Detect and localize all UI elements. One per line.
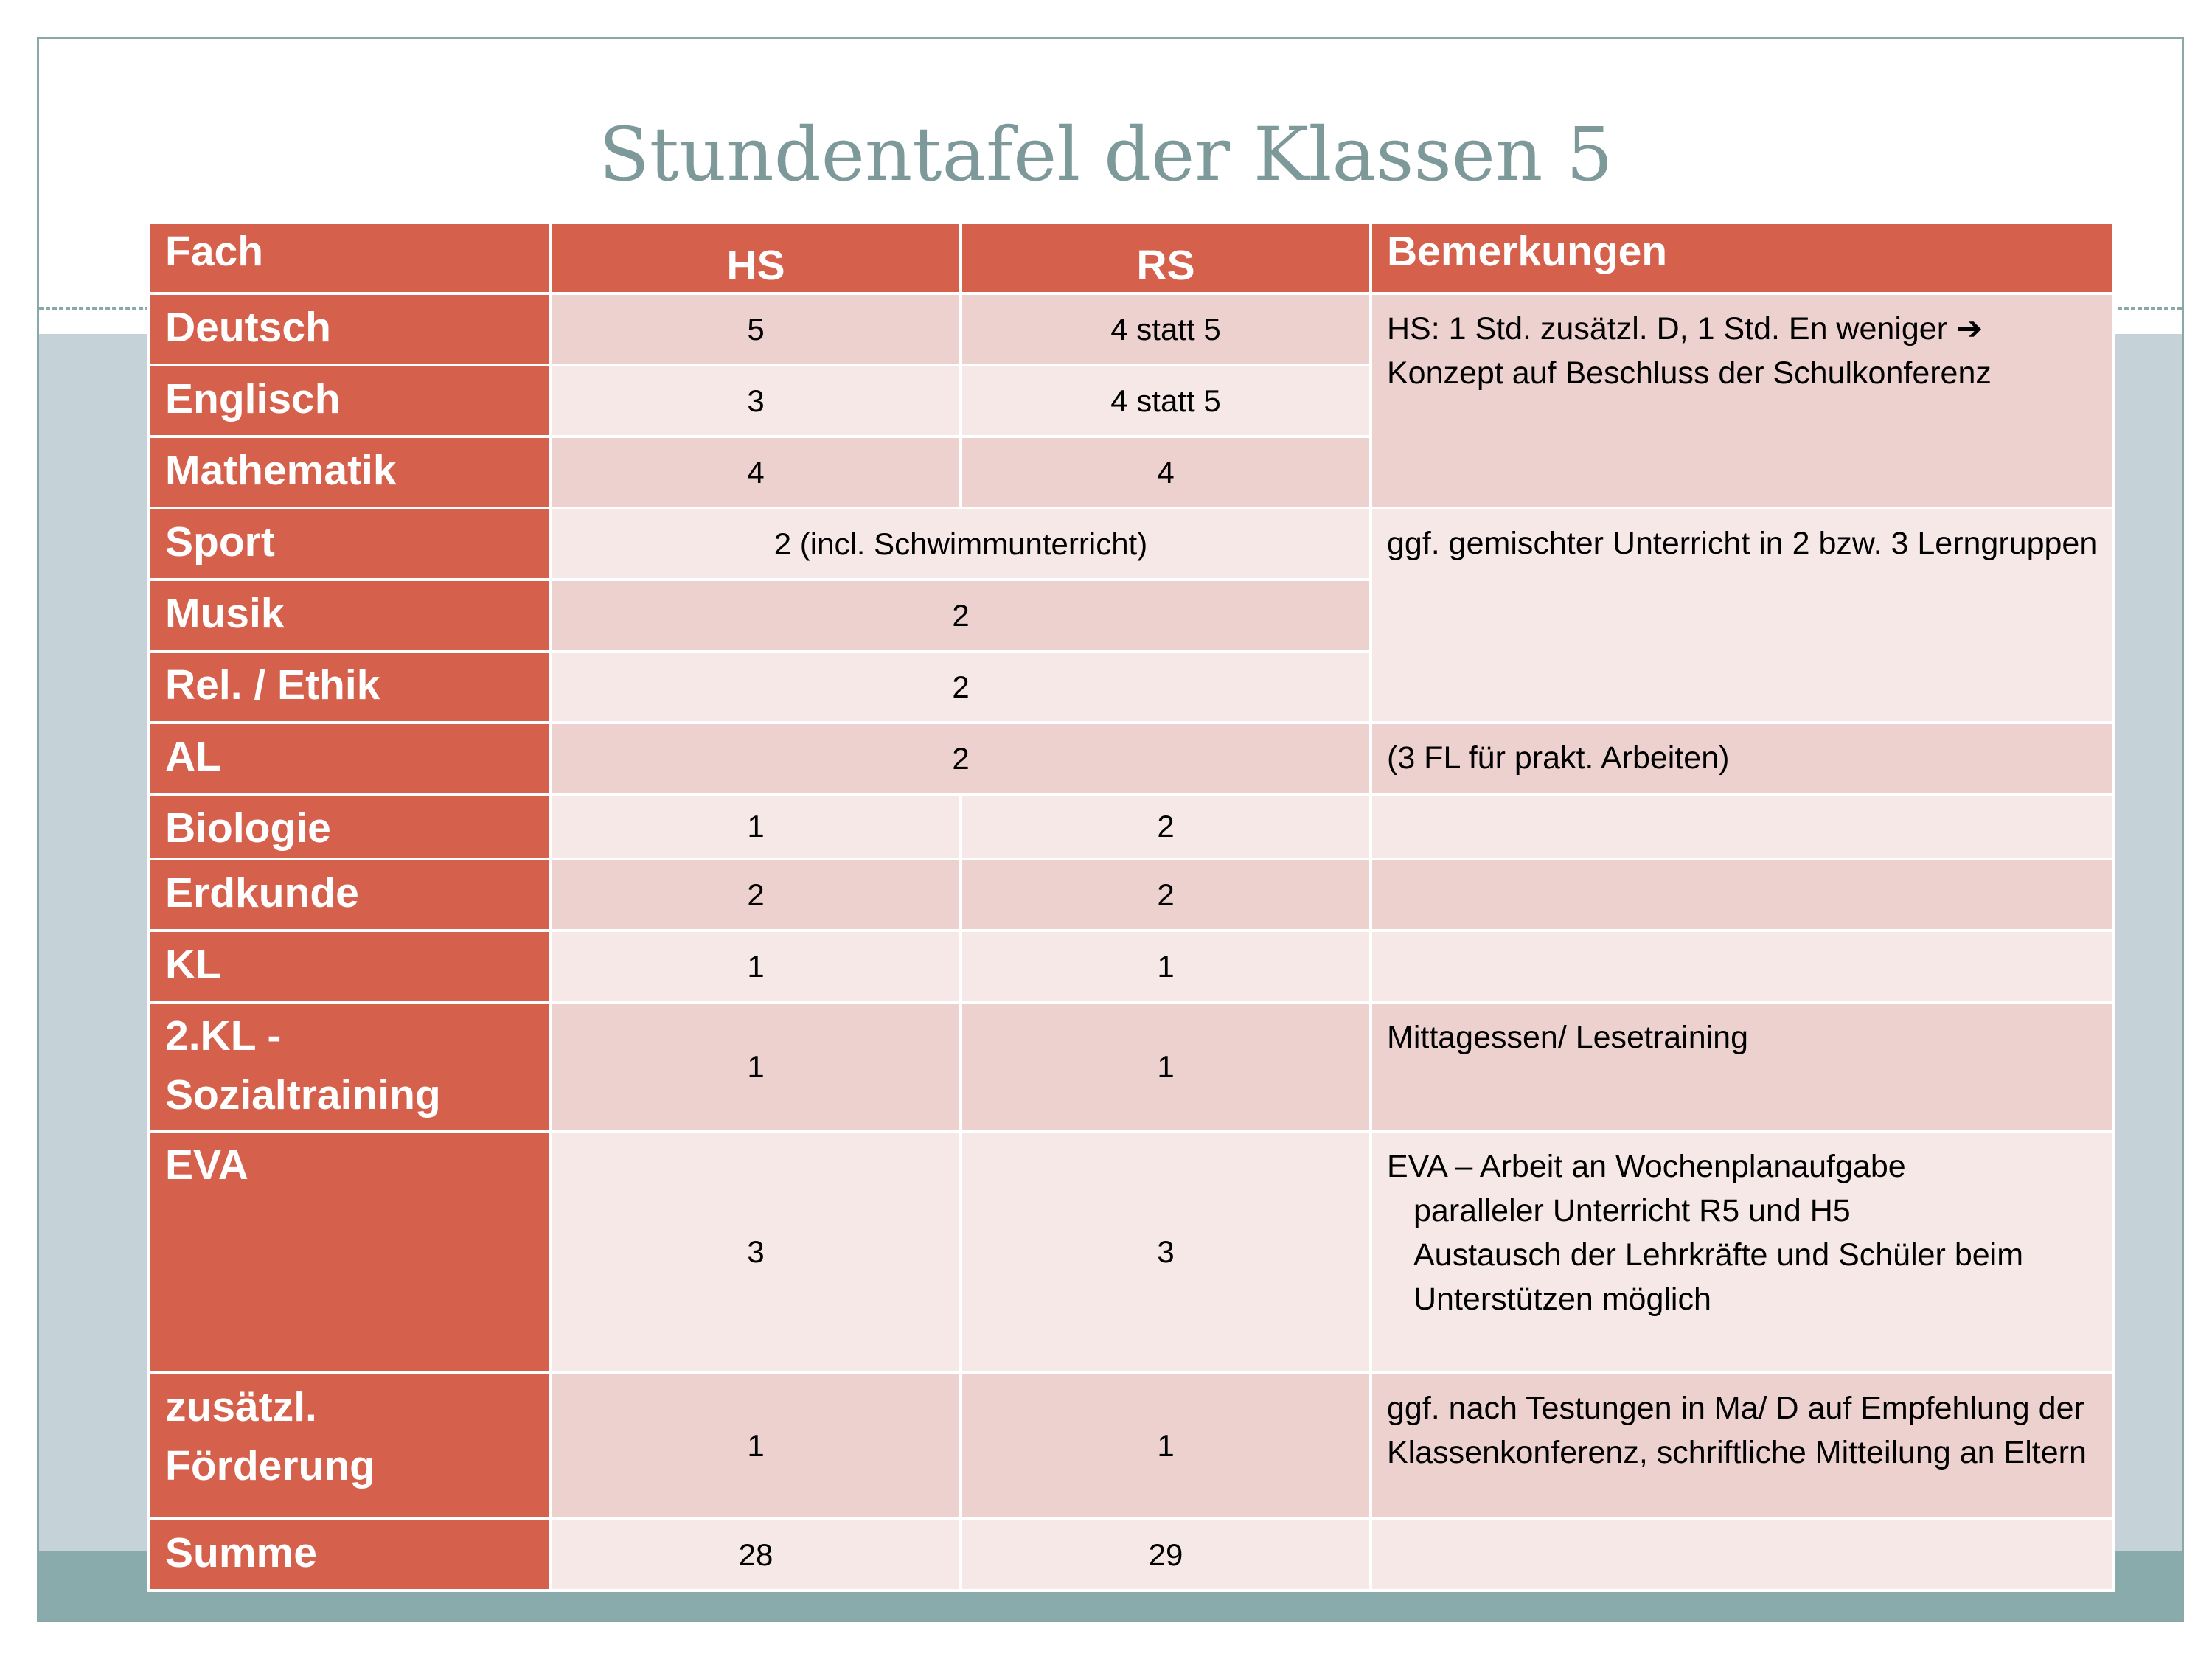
combined-cell: 2 (551, 580, 1371, 651)
header-row (149, 223, 2114, 293)
subject-cell: Sport (149, 508, 551, 580)
combined-cell: 2 (incl. Schwimmunterricht) (551, 508, 1371, 580)
subject-cell: Rel. / Ethik (149, 651, 551, 723)
remark-line: paralleler Unterricht R5 und H5 (1413, 1193, 1851, 1228)
table-row (149, 1131, 2114, 1373)
rs-cell: 2 (961, 859, 1371, 931)
rs-cell: 2 (961, 794, 1371, 859)
hs-cell: 3 (551, 1131, 961, 1373)
table-row (149, 859, 2114, 931)
rs-cell: 1 (961, 1002, 1371, 1131)
table-row (149, 293, 2114, 365)
hs-cell: 1 (551, 794, 961, 859)
hs-cell: 5 (551, 293, 961, 365)
rs-cell: 4 (961, 437, 1371, 508)
slide-title: Stundentafel der Klassen 5 (599, 111, 1613, 198)
combined-cell: 2 (551, 651, 1371, 723)
subject-cell: AL (149, 723, 551, 794)
table-row (149, 1519, 2114, 1590)
remark-cell (1371, 1519, 2114, 1590)
rs-cell: 29 (961, 1519, 1371, 1590)
hs-cell: 1 (551, 1002, 961, 1131)
subject-cell (149, 1002, 551, 1131)
remark-line: HS: 1 Std. zusätzl. D, 1 Std. En weniger ➔ (1387, 310, 1983, 347)
subject-cell: Englisch (149, 365, 551, 437)
remark-line: Unterstützen möglich (1413, 1281, 1711, 1317)
remark-line: Konzept auf Beschluss der Schulkonferenz (1387, 355, 1992, 391)
remark-cell: (3 FL für prakt. Arbeiten) (1371, 723, 2114, 794)
header-rs: RS (961, 223, 1371, 293)
subject-cell: Erdkunde (149, 859, 551, 931)
header-remarks: Bemerkungen (1371, 223, 2114, 293)
subject-cell (149, 1373, 551, 1519)
rs-cell: 3 (961, 1131, 1371, 1373)
rs-cell: 4 statt 5 (961, 365, 1371, 437)
hs-cell: 28 (551, 1519, 961, 1590)
hs-cell: 1 (551, 1373, 961, 1519)
rs-cell: 4 statt 5 (961, 293, 1371, 365)
remark-cell: Mittagessen/ Lesetraining (1371, 1002, 2114, 1131)
remark-cell (1371, 293, 2114, 508)
remark-cell: ggf. gemischter Unterricht in 2 bzw. 3 Lerngruppen (1371, 508, 2114, 723)
subject-line: zusätzl. (165, 1383, 317, 1430)
hs-cell: 4 (551, 437, 961, 508)
subject-cell: Summe (149, 1519, 551, 1590)
table-row (149, 1002, 2114, 1131)
remark-cell (1371, 794, 2114, 859)
subject-line: 2.KL - (165, 1012, 282, 1060)
table-row (149, 931, 2114, 1002)
hs-cell: 3 (551, 365, 961, 437)
rs-cell: 1 (961, 1373, 1371, 1519)
header-subject: Fach (149, 223, 551, 293)
combined-cell: 2 (551, 723, 1371, 794)
subject-cell: Deutsch (149, 293, 551, 365)
rs-cell: 1 (961, 931, 1371, 1002)
subject-cell: Musik (149, 580, 551, 651)
table-row (149, 723, 2114, 794)
remark-cell (1371, 931, 2114, 1002)
table-row (149, 508, 2114, 580)
subject-cell: EVA (149, 1131, 551, 1373)
subject-line: Förderung (165, 1442, 375, 1489)
subject-cell: Biologie (149, 794, 551, 859)
schedule-table (147, 221, 2115, 1592)
table-row (149, 794, 2114, 859)
remark-line: Austausch der Lehrkräfte und Schüler beim (1413, 1237, 2024, 1273)
arrow-right-icon: ➔ (1955, 310, 1983, 347)
hs-cell: 2 (551, 859, 961, 931)
remark-line: EVA – Arbeit an Wochenplanaufgabe (1387, 1149, 1906, 1184)
remark-cell (1371, 1131, 2114, 1373)
remark-cell (1371, 859, 2114, 931)
header-hs: HS (551, 223, 961, 293)
remark-cell: ggf. nach Testungen in Ma/ D auf Empfehlung der Klassenkonferenz, schriftliche Mitteilung an Eltern (1371, 1373, 2114, 1519)
subject-cell: KL (149, 931, 551, 1002)
table-row (149, 1373, 2114, 1519)
subject-line: Sozialtraining (165, 1071, 441, 1119)
hs-cell: 1 (551, 931, 961, 1002)
subject-cell: Mathematik (149, 437, 551, 508)
